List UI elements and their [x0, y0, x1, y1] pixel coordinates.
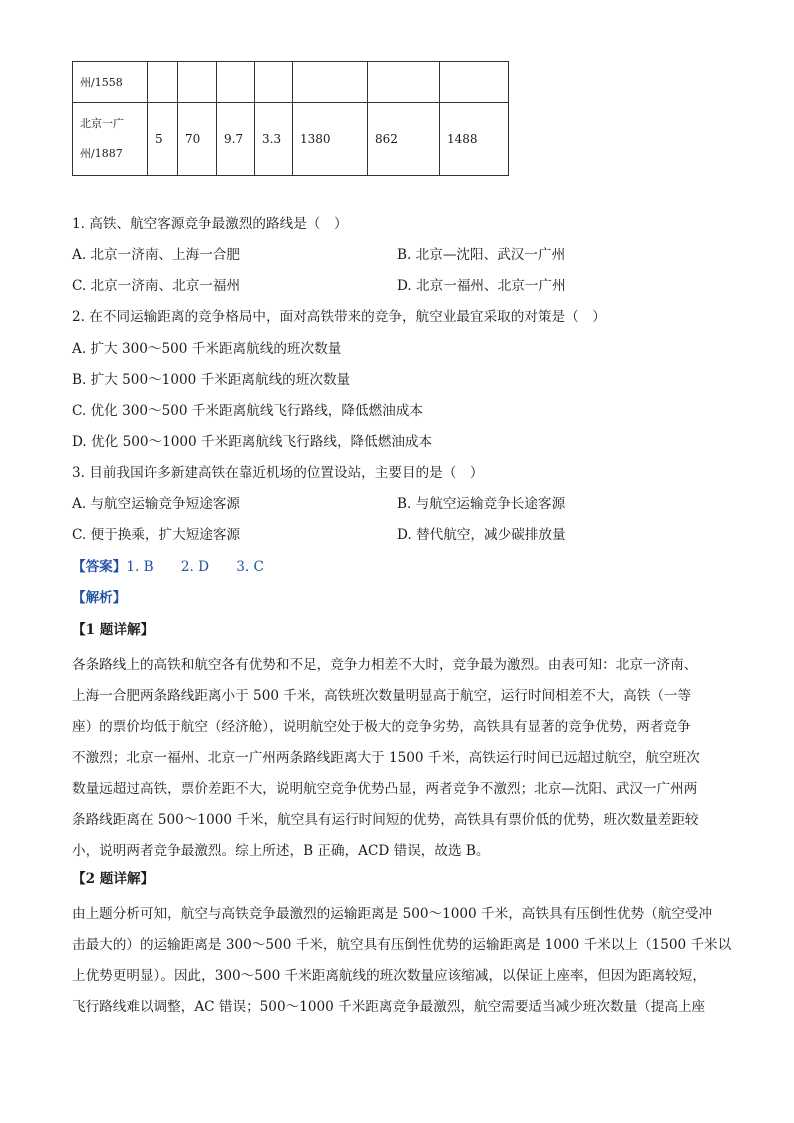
paragraph-line: 不激烈；北京一福州、北京一广州两条路线距离大于 1500 千米，高铁运行时间已远超过航空，航空班次	[72, 750, 700, 766]
table-cell	[368, 62, 440, 103]
answer-line	[72, 557, 264, 577]
table-cell: 5	[148, 103, 178, 176]
paragraph-line: 上海一合肥两条路线距离小于 500 千米，高铁班次数量明显高于航空，运行时间相差不大，高铁（一等	[72, 688, 692, 704]
detail-1-label: 【1 题详解】	[72, 622, 155, 638]
paragraph-line: 由上题分析可知，航空与高铁竞争最激烈的运输距离是 500～1000 千米，高铁具有压倒性优势（航空受冲	[72, 906, 713, 922]
question-3-stem: 3. 目前我国许多新建高铁在靠近机场的位置设站，主要目的是（ ）	[72, 465, 484, 481]
question-3-option-b: B. 与航空运输竞争长途客源	[397, 496, 566, 512]
table-cell	[255, 62, 293, 103]
table-cell: 1380	[293, 103, 368, 176]
detail-1-paragraph	[72, 650, 722, 867]
route-comparison-table	[72, 61, 509, 176]
detail-2-label: 【2 题详解】	[72, 871, 155, 887]
route-cell: 北京一广 州/1887	[73, 103, 148, 176]
table-cell	[178, 62, 217, 103]
table-row	[73, 62, 509, 103]
answer-text: 1. B 2. D 3. C	[126, 559, 264, 575]
paragraph-line: 座）的票价均低于航空（经济舱），说明航空处于极大的竞争劣势，高铁具有显著的竞争优势，两者竞争	[72, 719, 691, 735]
paragraph-line: 飞行路线难以调整，AC 错误；500～1000 千米距离竞争最激烈，航空需要适当减少班次数量（提高上座	[72, 999, 706, 1015]
table-cell: 3.3	[255, 103, 293, 176]
question-3-option-d: D. 替代航空，减少碳排放量	[397, 527, 566, 543]
table-cell: 1488	[440, 103, 509, 176]
answer-label: 【答案】	[72, 559, 127, 575]
table-row	[73, 103, 509, 176]
paragraph-line: 各条路线上的高铁和航空各有优势和不足，竞争力相差不大时，竞争最为激烈。由表可知：北京一济南、	[72, 657, 698, 673]
paragraph-line: 小，说明两者竞争最激烈。综上所述，B 正确，ACD 错误，故选 B。	[72, 843, 490, 859]
question-2-option-c: C. 优化 300～500 千米距离航线飞行路线，降低燃油成本	[72, 403, 423, 419]
question-3-option-a: A. 与航空运输竞争短途客源	[72, 496, 240, 512]
paragraph-line: 上优势更明显）。因此，300～500 千米距离航线的班次数量应该缩减，以保证上座率，但因为距离较短，	[72, 968, 706, 984]
table-cell	[293, 62, 368, 103]
table-cell	[148, 62, 178, 103]
question-2-option-d: D. 优化 500～1000 千米距离航线飞行路线，降低燃油成本	[72, 434, 433, 450]
question-2-option-a: A. 扩大 300～500 千米距离航线的班次数量	[72, 341, 342, 357]
question-1-option-b: B. 北京—沈阳、武汉一广州	[397, 247, 566, 263]
detail-2-paragraph	[72, 899, 732, 1023]
paragraph-line: 击最大的）的运输距离是 300～500 千米，航空具有压倒性优势的运输距离是 1000 千米以上（1500 千米以	[72, 937, 732, 953]
table-cell	[440, 62, 509, 103]
question-1-option-c: C. 北京一济南、北京一福州	[72, 278, 241, 294]
table-cell: 9.7	[217, 103, 255, 176]
route-cell: 州/1558	[73, 62, 148, 103]
question-2-option-b: B. 扩大 500～1000 千米距离航线的班次数量	[72, 372, 351, 388]
analysis-label: 【解析】	[72, 590, 127, 606]
paragraph-line: 条路线距离在 500～1000 千米，航空具有运行时间短的优势，高铁具有票价低的优势，班次数量差距较	[72, 812, 699, 828]
table-cell: 70	[178, 103, 217, 176]
table-cell: 862	[368, 103, 440, 176]
question-1-option-a: A. 北京一济南、上海一合肥	[72, 247, 240, 263]
paragraph-line: 数量远超过高铁，票价差距不大，说明航空竞争优势凸显，两者竞争不激烈；北京—沈阳、武汉一广州两	[72, 781, 698, 797]
question-3-option-c: C. 便于换乘，扩大短途客源	[72, 527, 241, 543]
question-1-stem: 1. 高铁、航空客源竞争最激烈的路线是（ ）	[72, 216, 348, 232]
table-cell	[217, 62, 255, 103]
question-1-option-d: D. 北京一福州、北京一广州	[397, 278, 566, 294]
question-2-stem: 2. 在不同运输距离的竞争格局中，面对高铁带来的竞争，航空业最宜采取的对策是（ ）	[72, 309, 606, 325]
